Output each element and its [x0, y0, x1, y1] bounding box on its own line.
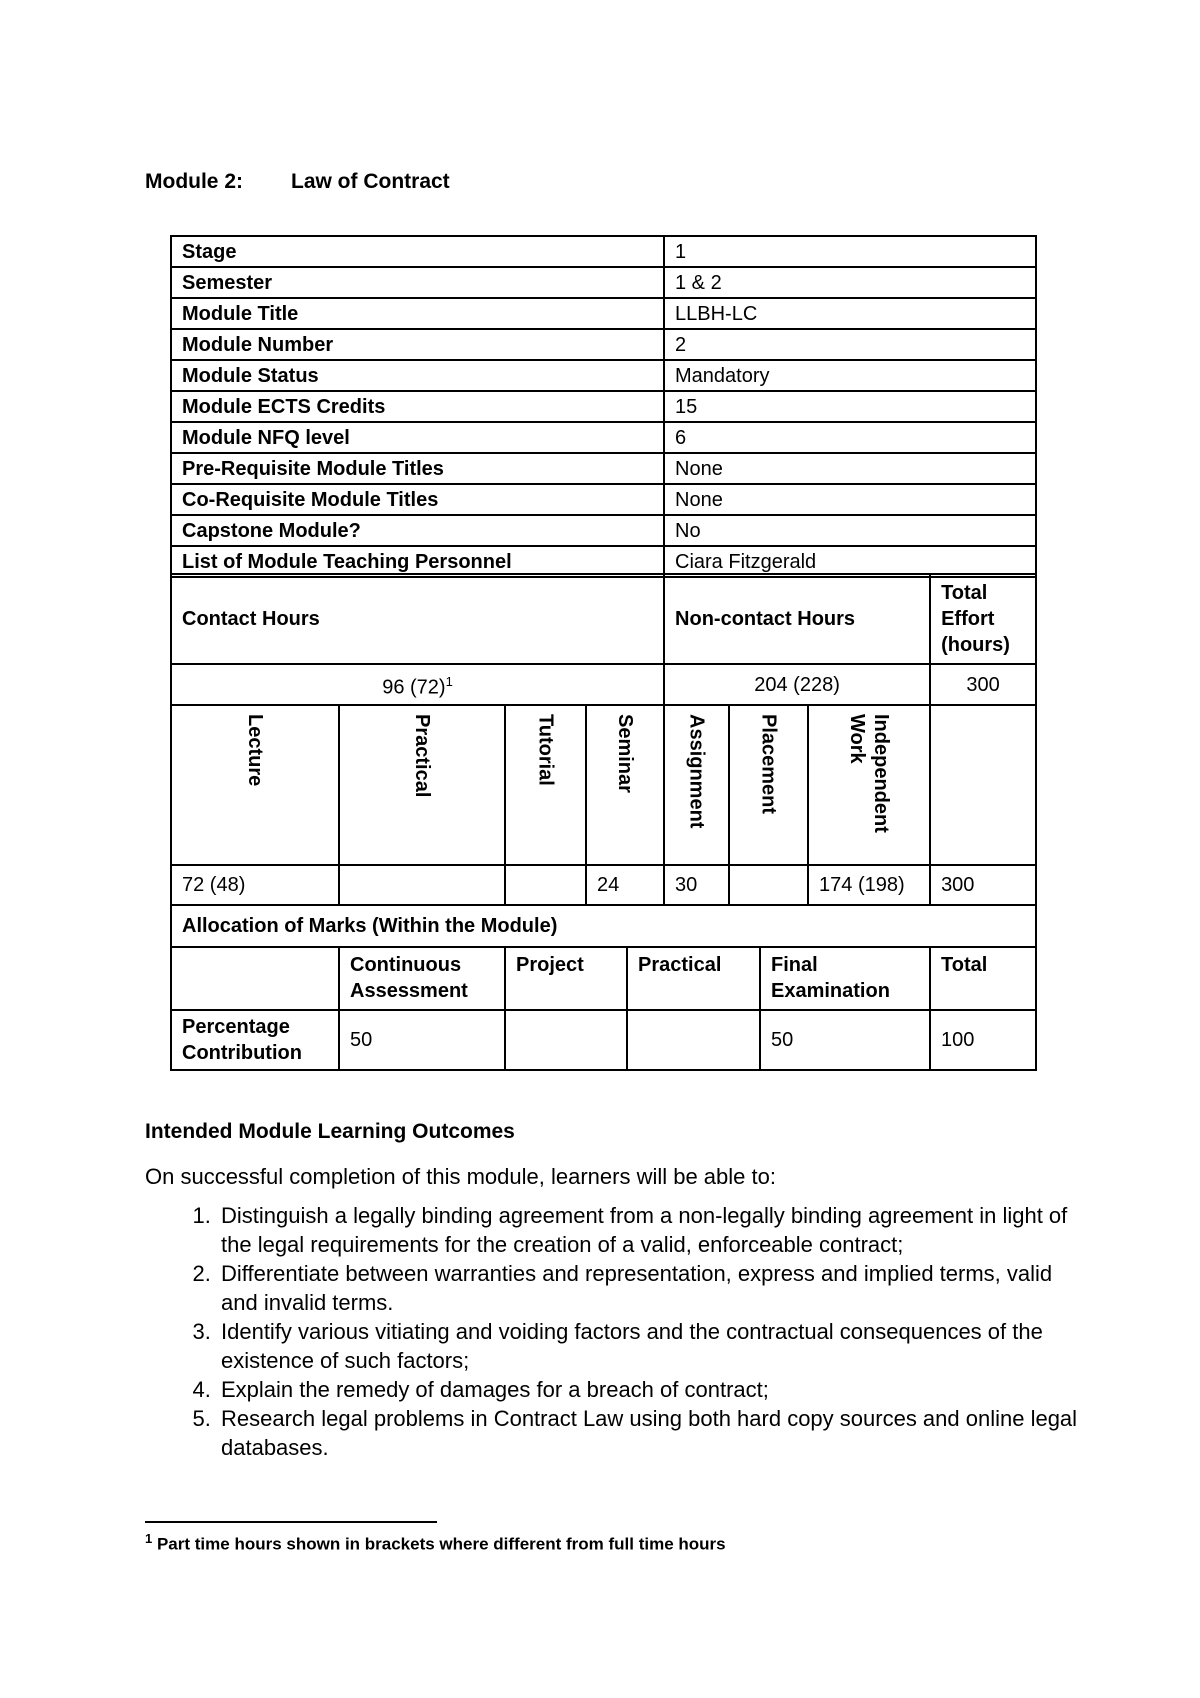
marks-header: Project [505, 947, 627, 1010]
marks-table [170, 904, 1037, 1071]
breakdown-header [339, 705, 505, 865]
footnote-divider [145, 1521, 437, 1523]
breakdown-header-label: Tutorial [534, 714, 557, 786]
info-label: Module Title [171, 298, 664, 329]
info-value: Mandatory [664, 360, 1036, 391]
breakdown-header-label: Placement [757, 714, 780, 815]
breakdown-header-label: Assignment [685, 714, 708, 829]
info-value: 1 & 2 [664, 267, 1036, 298]
info-row [171, 453, 1036, 484]
breakdown-value: 72 (48) [171, 865, 339, 905]
info-row [171, 267, 1036, 298]
marks-header: Final Examination [760, 947, 930, 1010]
breakdown-header [808, 705, 930, 865]
breakdown-header-label: Practical [411, 714, 433, 798]
hours-table [170, 573, 1037, 906]
marks-value [627, 1010, 760, 1070]
marks-header: Total [930, 947, 1036, 1010]
total-effort-value: 300 [930, 664, 1036, 705]
outcomes-heading: Intended Module Learning Outcomes [145, 1120, 515, 1143]
outcome-item: 5. Research legal problems in Contract Law using both hard copy sources and online legal databases. [217, 1404, 1085, 1462]
marks-heading: Allocation of Marks (Within the Module) [171, 905, 1036, 947]
outcomes-intro: On successful completion of this module, learners will be able to: [145, 1164, 776, 1189]
module-info-table [170, 235, 1037, 578]
info-label: Capstone Module? [171, 515, 664, 546]
outcome-item: 3. Identify various vitiating and voiding factors and the contractual consequences of the existence of such factors; [217, 1317, 1085, 1375]
outcome-item: 1. Distinguish a legally binding agreement from a non-legally binding agreement in light of the legal requirements for the creation of a valid, enforceable contract; [217, 1201, 1085, 1259]
breakdown-value: 300 [930, 865, 1036, 905]
noncontact-hours-label: Non-contact Hours [664, 574, 930, 664]
marks-value: 50 [339, 1010, 505, 1070]
contact-hours-label: Contact Hours [171, 574, 664, 664]
info-label: List of Module Teaching Personnel [171, 546, 664, 577]
breakdown-value [729, 865, 808, 905]
marks-value: 50 [760, 1010, 930, 1070]
breakdown-header [930, 705, 1036, 865]
info-row [171, 298, 1036, 329]
outcome-item: 2. Differentiate between warranties and representation, express and implied terms, valid and invalid terms. [217, 1259, 1085, 1317]
info-row [171, 422, 1036, 453]
info-label: Co-Requisite Module Titles [171, 484, 664, 515]
marks-header: Practical [627, 947, 760, 1010]
info-label: Module Number [171, 329, 664, 360]
module-name: Law of Contract [291, 170, 450, 193]
info-value: No [664, 515, 1036, 546]
marks-value [505, 1010, 627, 1070]
info-value: LLBH-LC [664, 298, 1036, 329]
info-label: Semester [171, 267, 664, 298]
breakdown-value [339, 865, 505, 905]
info-row [171, 484, 1036, 515]
info-label: Pre-Requisite Module Titles [171, 453, 664, 484]
info-value: 2 [664, 329, 1036, 360]
noncontact-hours-value: 204 (228) [664, 664, 930, 705]
marks-header [171, 947, 339, 1010]
info-value: None [664, 453, 1036, 484]
marks-value: 100 [930, 1010, 1036, 1070]
breakdown-header [729, 705, 808, 865]
info-row [171, 329, 1036, 360]
breakdown-value: 30 [664, 865, 729, 905]
breakdown-header [171, 705, 339, 865]
info-label: Stage [171, 236, 664, 267]
marks-row-label: Percentage Contribution [171, 1010, 339, 1070]
footnote: $^1$ Part time hours shown in brackets where different from full time hours [145, 1531, 726, 1554]
breakdown-value: 24 [586, 865, 664, 905]
module-number-label: Module 2: [145, 170, 243, 193]
info-row [171, 236, 1036, 267]
breakdown-header [505, 705, 586, 865]
breakdown-value: 174 (198) [808, 865, 930, 905]
info-row [171, 391, 1036, 422]
breakdown-header [664, 705, 729, 865]
breakdown-header-label: Lecture [244, 714, 266, 787]
breakdown-header-label: Seminar [614, 714, 637, 793]
total-effort-label: Total Effort (hours) [930, 574, 1036, 664]
info-value: Ciara Fitzgerald [664, 546, 1036, 577]
outcomes-list [145, 1201, 1085, 1462]
info-label: Module Status [171, 360, 664, 391]
info-label: Module NFQ level [171, 422, 664, 453]
outcome-item: 4. Explain the remedy of damages for a breach of contract; [217, 1375, 1085, 1404]
info-value: 6 [664, 422, 1036, 453]
breakdown-header-label: Independent Work [846, 714, 893, 833]
marks-header: Continuous Assessment [339, 947, 505, 1010]
info-label: Module ECTS Credits [171, 391, 664, 422]
breakdown-header [586, 705, 664, 865]
info-value: None [664, 484, 1036, 515]
contact-hours-value: 96 $(72)^1$ [171, 664, 664, 705]
info-row [171, 360, 1036, 391]
outcomes-section [145, 1162, 1085, 1462]
info-value: 15 [664, 391, 1036, 422]
breakdown-value [505, 865, 586, 905]
info-row [171, 515, 1036, 546]
info-value: 1 [664, 236, 1036, 267]
